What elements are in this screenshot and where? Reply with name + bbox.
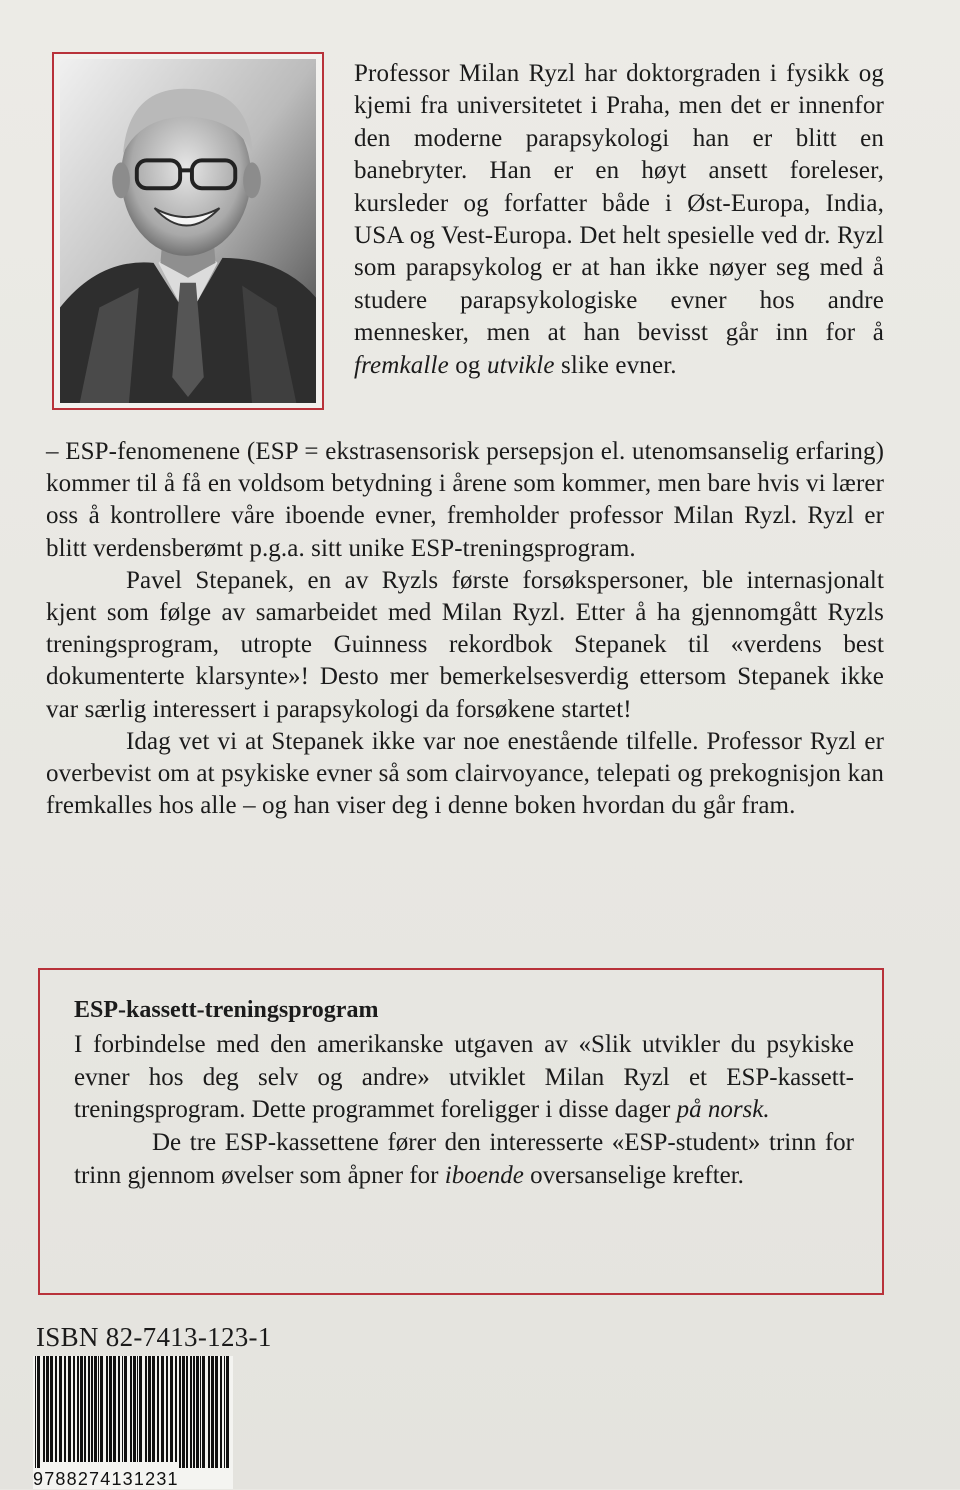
barcode-bar	[37, 1356, 40, 1468]
barcode-bar	[73, 1356, 75, 1462]
cassette-text-part: De tre ESP-kassettene fører den interesserte «ESP-student» trinn for trinn gjennom øvelser som åpner for	[74, 1129, 854, 1189]
barcode-digits: 9788274131231	[33, 1469, 179, 1489]
barcode-bar	[124, 1356, 127, 1462]
barcode-bar	[202, 1356, 205, 1468]
barcode-bar	[220, 1356, 222, 1468]
barcode-bar	[186, 1356, 188, 1468]
cassette-program-title: ESP-kassett-treningsprogram	[74, 997, 379, 1023]
barcode-bar	[175, 1356, 177, 1462]
barcode-bar	[113, 1356, 116, 1462]
barcode-bar	[193, 1356, 195, 1468]
cassette-program-box	[38, 968, 884, 1295]
intro-text-part: og	[448, 351, 487, 379]
barcode-bar	[182, 1356, 185, 1468]
barcode-bars	[33, 1356, 233, 1468]
barcode-bar	[118, 1356, 120, 1462]
barcode-bar	[94, 1356, 97, 1462]
barcode-bar	[215, 1356, 218, 1468]
barcode-bar	[91, 1356, 93, 1462]
barcode-bar	[211, 1356, 214, 1468]
barcode-bar	[106, 1356, 108, 1462]
intro-italic-fremkalle: fremkalle	[354, 351, 449, 379]
barcode-bar	[88, 1356, 90, 1462]
cassette-italic-iboende: iboende	[444, 1161, 524, 1189]
barcode-bar	[122, 1356, 123, 1462]
barcode-bar	[133, 1356, 136, 1462]
barcode-bar	[84, 1356, 86, 1462]
cassette-paragraph-2	[74, 1127, 854, 1193]
blurb-paragraph-1: – ESP-fenomenene (ESP = ekstrasensorisk persepsjon el. utenomsanselig erfaring) kommer til å få en voldsom betydning i årene som kommer, men bare hvis vi lærer oss å kontrollere våre iboende evner, fremholder professor Milan Ryzl. Ryzl er blitt verdensberømt p.g.a. sitt unike ESP-treningsprogram.	[46, 438, 884, 562]
intro-text-part: Professor Milan Ryzl har doktorgraden i fysikk og kjemi fra universitetet i Praha, men det er innenfor den moderne parapsykologi han er blitt en banebryter. Han er en høyt ansett foreleser, kursleder og forfatter både i Øst-Europa, India, USA og Vest-Europa. Det helt spesielle ved dr. Ryzl som parapsykolog er at han ikke nøyer seg med å studere parapsykologiske evner hos andre mennesker, men at han bevisst går inn for å	[354, 60, 884, 347]
barcode-bar	[200, 1356, 201, 1468]
barcode-bar	[55, 1356, 57, 1462]
barcode-bar	[152, 1356, 155, 1462]
barcode-bar	[46, 1356, 49, 1462]
barcode-bar	[77, 1356, 79, 1462]
cassette-text-part: I forbindelse med den amerikanske utgaven av «Slik utvikler du psykiske evner hos deg selv og andre» utviklet Milan Ryzl et ESP-kassett-treningsprogram. Dette programmet foreligger i disse dager	[74, 1030, 854, 1124]
barcode-bar	[145, 1356, 147, 1462]
barcode-bar	[226, 1356, 229, 1468]
barcode-bar	[98, 1356, 99, 1462]
barcode-bar	[179, 1356, 181, 1468]
blurb-body	[46, 436, 884, 822]
author-photo	[60, 59, 316, 403]
intro-text-part: slike evner.	[554, 351, 677, 379]
blurb-paragraph-2: Pavel Stepanek, en av Ryzls første forsøkspersoner, ble internasjonalt kjent som følge av samarbeidet med Milan Ryzl. Etter å ha gjennomgått Ryzls treningsprogram, utropte Guinness rekordbok Stepanek til «verdens best dokumenterte klarsynte»! Desto mer bemerkelsesverdig ettersom Stepanek ikke var særlig interessert i parapsykologi da forsøkene startet!	[46, 566, 884, 723]
barcode-bar	[157, 1356, 159, 1462]
barcode-bar	[100, 1356, 103, 1462]
barcode-bar	[43, 1356, 45, 1462]
barcode-bar	[109, 1356, 112, 1462]
barcode-bar	[35, 1356, 36, 1468]
author-intro-text	[354, 58, 884, 382]
barcode-bar	[170, 1356, 173, 1462]
barcode-bar	[137, 1356, 138, 1462]
barcode-bar	[224, 1356, 225, 1468]
barcode-bar	[161, 1356, 164, 1462]
intro-italic-utvikle: utvikle	[486, 351, 555, 379]
barcode-bar	[130, 1356, 132, 1462]
barcode-bar	[196, 1356, 199, 1468]
cassette-paragraph-1	[74, 1029, 854, 1127]
barcode-bar	[166, 1356, 168, 1462]
blurb-paragraph-3: Idag vet vi at Stepanek ikke var noe enestående tilfelle. Professor Ryzl er overbevist om at psykiske evner så som clairvoyance, telepati og prekognisjon kan fremkalles hos alle – og han viser deg i denne boken hvordan du går fram.	[46, 727, 884, 820]
barcode-bar	[64, 1356, 66, 1462]
cassette-italic-pa-norsk: på norsk.	[676, 1096, 770, 1124]
barcode-bar	[50, 1356, 53, 1462]
barcode-bar	[190, 1356, 192, 1468]
cassette-program-content	[74, 994, 854, 1193]
barcode-bar	[148, 1356, 151, 1462]
cassette-text-part: oversanselige krefter.	[523, 1161, 744, 1189]
barcode-bar	[80, 1356, 83, 1462]
barcode-bar	[139, 1356, 142, 1462]
barcode-bar	[208, 1356, 210, 1468]
author-photo-frame	[52, 52, 324, 410]
isbn-label: ISBN 82-7413-123-1	[36, 1322, 272, 1352]
barcode-bar	[59, 1356, 62, 1462]
barcode	[33, 1356, 233, 1489]
barcode-bar	[68, 1356, 71, 1462]
portrait-illustration	[60, 59, 316, 403]
